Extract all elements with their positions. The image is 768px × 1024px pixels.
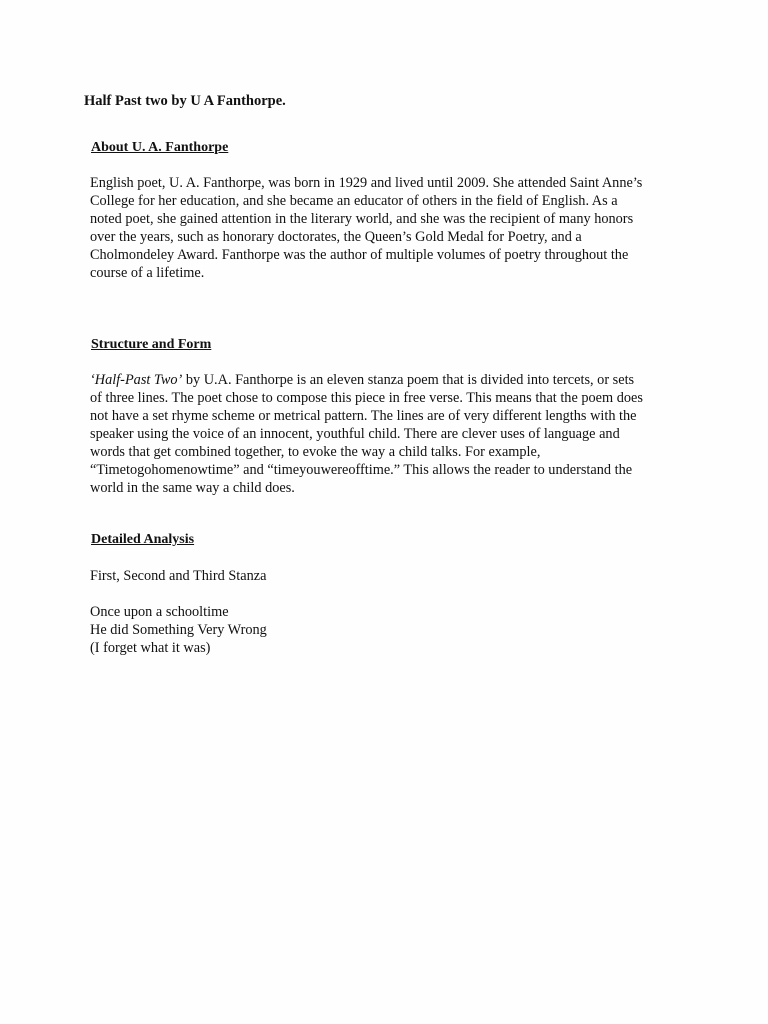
paragraph-line: English poet, U. A. Fanthorpe, was born in 1929 and lived until 2009. She attended Saint Anne’s [90, 175, 643, 191]
poem-line: He did Something Very Wrong [90, 622, 267, 638]
paragraph-line: words that get combined together, to evoke the way a child talks. For example, [90, 444, 541, 460]
poem-excerpt [90, 603, 690, 657]
poem-line: (I forget what it was) [90, 640, 211, 656]
paragraph-line: course of a lifetime. [90, 265, 205, 281]
document-title: Half Past two by U A Fanthorpe. [84, 93, 286, 109]
paragraph-line: speaker using the voice of an innocent, youthful child. There are clever uses of language and [90, 426, 620, 442]
section-heading-analysis: Detailed Analysis [91, 532, 195, 547]
paragraph-line: not have a set rhyme scheme or metrical pattern. The lines are of very different lengths with the [90, 408, 637, 424]
paragraph-text: by U.A. Fanthorpe is an eleven stanza poem that is divided into tercets, or sets [182, 372, 635, 388]
stanza-subheading: First, Second and Third Stanza [90, 568, 267, 584]
paragraph-line: Cholmondeley Award. Fanthorpe was the author of multiple volumes of poetry throughout the [90, 247, 629, 263]
paragraph-line: “Timetogohomenowtime” and “timeyouwereofftime.” This allows the reader to understand the [90, 462, 633, 478]
poem-title-italic: ‘Half-Past Two’ [90, 372, 183, 388]
paragraph-line: over the years, such as honorary doctorates, the Queen’s Gold Medal for Poetry, and a [90, 229, 582, 245]
paragraph-line: noted poet, she gained attention in the literary world, and she was the recipient of many honors [90, 211, 634, 227]
paragraph-line: of three lines. The poet chose to compose this piece in free verse. This means that the poem does [90, 390, 643, 406]
structure-paragraph [90, 371, 690, 497]
paragraph-line: College for her education, and she became an educator of others in the field of English. As a [90, 193, 618, 209]
section-heading-about: About U. A. Fanthorpe [91, 140, 229, 155]
paragraph-line: world in the same way a child does. [90, 480, 295, 496]
poem-line: Once upon a schooltime [90, 604, 229, 620]
paragraph-line [90, 371, 690, 389]
section-heading-structure: Structure and Form [91, 337, 212, 352]
about-paragraph [90, 174, 690, 282]
